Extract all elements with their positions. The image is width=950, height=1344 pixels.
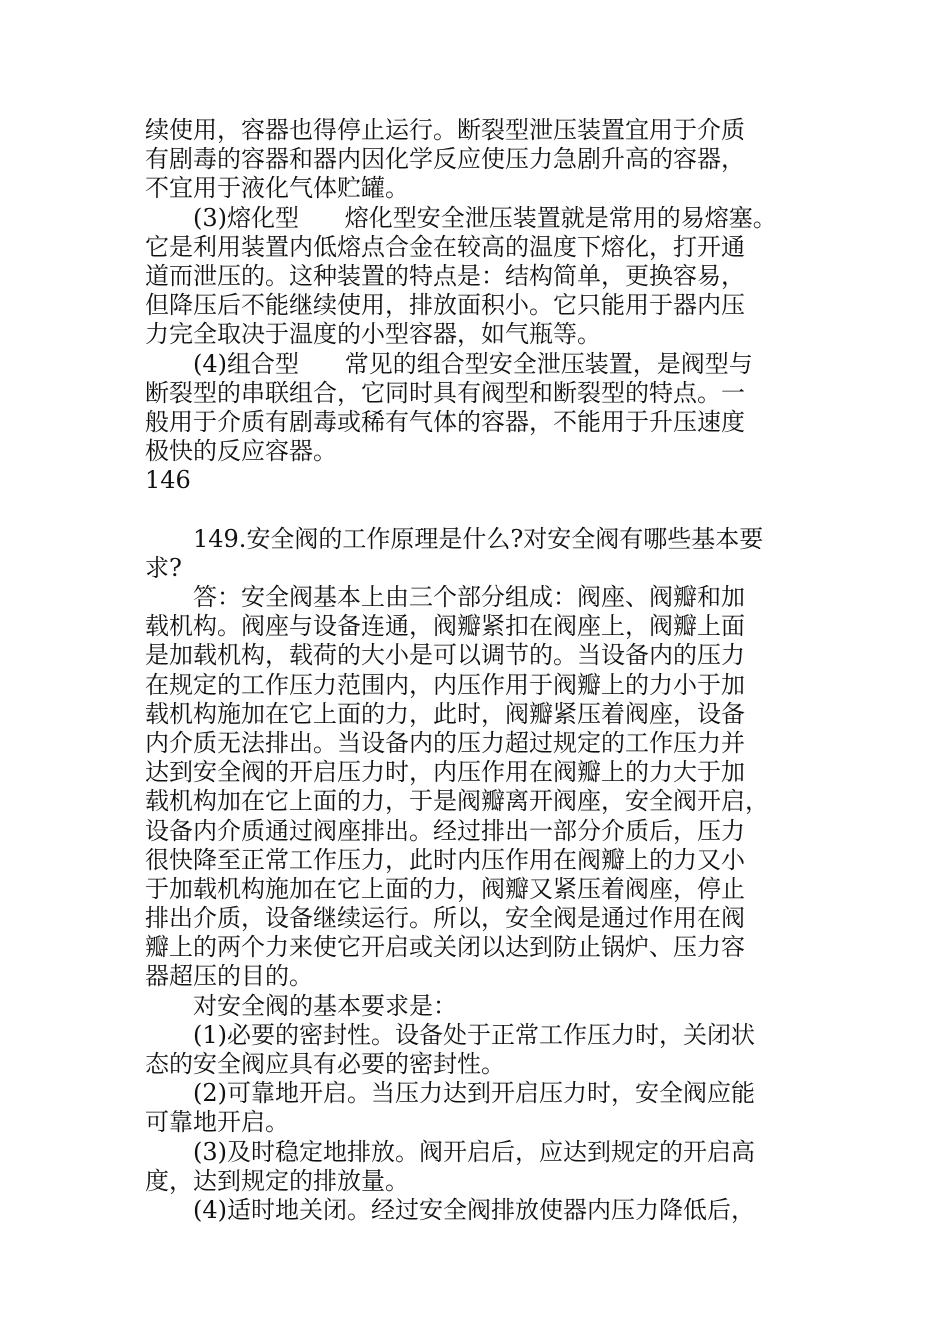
question-heading: 求? — [145, 553, 182, 582]
page-number: 146 — [145, 466, 191, 495]
text-line: (2)可靠地开启。当压力达到开启压力时，安全阀应能 — [193, 1079, 755, 1108]
text-line: 般用于介质有剧毒或稀有气体的容器，不能用于升压速度 — [145, 407, 745, 436]
text-line: (3)及时稳定地排放。阀开启后，应达到规定的开启高 — [193, 1137, 755, 1166]
text-line: (4)适时地关闭。经过安全阀排放使器内压力降低后， — [193, 1195, 755, 1224]
text-line: 很快降至正常工作压力，此时内压作用在阀瓣上的力又小 — [145, 845, 745, 874]
text-line: (1)必要的密封性。设备处于正常工作压力时，关闭状 — [193, 1020, 755, 1049]
text-line: 对安全阀的基本要求是： — [193, 991, 457, 1020]
text-line: 内介质无法排出。当设备内的压力超过规定的工作压力并 — [145, 728, 745, 757]
text-line: 在规定的工作压力范围内，内压作用于阀瓣上的力小于加 — [145, 670, 745, 699]
text-line: 断裂型的串联组合，它同时具有阀型和断裂型的特点。一 — [145, 378, 745, 407]
text-line: 器超压的目的。 — [145, 962, 313, 991]
body-text — [145, 116, 805, 1225]
text-line: 不宜用于液化气体贮罐。 — [145, 174, 409, 203]
text-line: 续使用，容器也得停止运行。断裂型泄压装置宜用于介质 — [145, 116, 745, 144]
text-line: 载机构施加在它上面的力，此时，阀瓣紧压着阀座，设备 — [145, 699, 745, 728]
text-line: 可靠地开启。 — [145, 1108, 289, 1137]
text-line: 态的安全阀应具有必要的密封性。 — [145, 1050, 505, 1078]
text-line: 力完全取决于温度的小型容器，如气瓶等。 — [145, 320, 601, 349]
text-line: 瓣上的两个力来使它开启或关闭以达到防止锅炉、压力容 — [145, 933, 745, 962]
text-line: (3)熔化型 熔化型安全泄压装置就是常用的易熔塞。 — [193, 203, 777, 232]
text-line: 极快的反应容器。 — [145, 437, 337, 466]
text-line: 度，达到规定的排放量。 — [145, 1166, 409, 1195]
question-heading: 149.安全阀的工作原理是什么?对安全阀有哪些基本要 — [193, 524, 764, 553]
text-line: 答：安全阀基本上由三个部分组成：阀座、阀瓣和加 — [193, 583, 745, 611]
section-gap — [145, 495, 805, 524]
text-line: 道而泄压的。这种装置的特点是：结构简单，更换容易， — [145, 261, 745, 290]
text-line: 于加载机构施加在它上面的力，阀瓣又紧压着阀座，停止 — [145, 874, 745, 903]
text-line: 达到安全阀的开启压力时，内压作用在阀瓣上的力大于加 — [145, 758, 745, 787]
text-line: 有剧毒的容器和器内因化学反应使压力急剧升高的容器， — [145, 145, 745, 174]
text-line: 排出介质，设备继续运行。所以，安全阀是通过作用在阀 — [145, 904, 745, 933]
text-line: 但降压后不能继续使用，排放面积小。它只能用于器内压 — [145, 291, 745, 320]
text-line: (4)组合型 常见的组合型安全泄压装置，是阀型与 — [193, 349, 753, 378]
text-line: 是加载机构，载荷的大小是可以调节的。当设备内的压力 — [145, 641, 745, 670]
text-line: 它是利用装置内低熔点合金在较高的温度下熔化，打开通 — [145, 232, 745, 261]
text-line: 设备内介质通过阀座排出。经过排出一部分介质后，压力 — [145, 816, 745, 845]
text-line: 载机构加在它上面的力，于是阀瓣离开阀座，安全阀开启， — [145, 787, 769, 816]
text-line: 载机构。阀座与设备连通，阀瓣紧扣在阀座上，阀瓣上面 — [145, 612, 745, 641]
